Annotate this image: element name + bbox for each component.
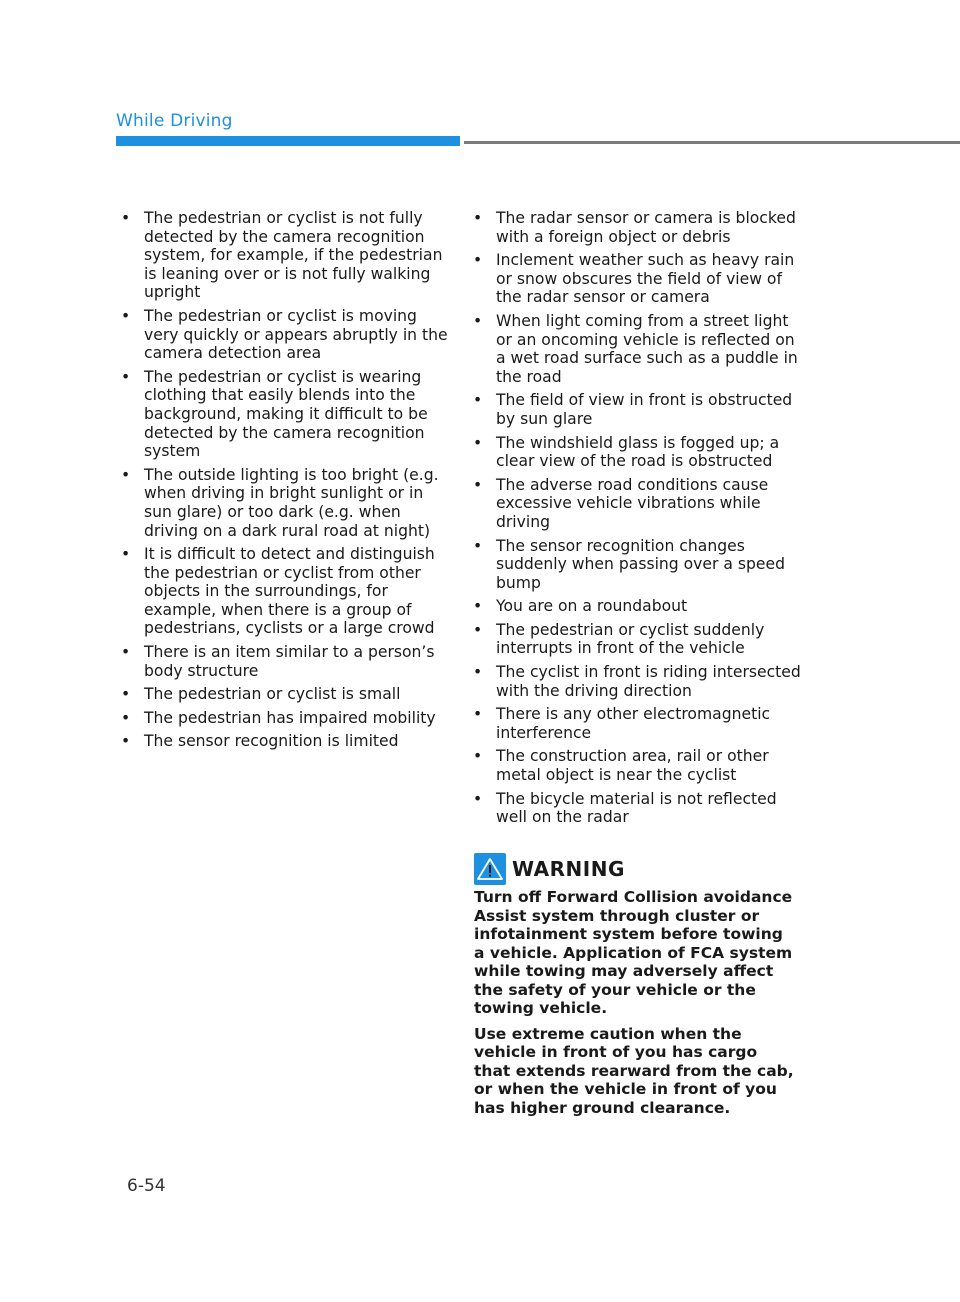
list-item xyxy=(472,434,808,471)
bullet-icon: • xyxy=(473,475,483,494)
list-item-text: The pedestrian or cyclist is not fully detected by the camera recognition system, for example, if the pedestrian is leaning over or is not fully walking upright xyxy=(144,209,443,302)
bullet-icon: • xyxy=(473,789,483,808)
list-item xyxy=(120,685,450,704)
list-item xyxy=(472,747,808,784)
list-item-text: The adverse road conditions cause excessive vehicle vibrations while driving xyxy=(496,475,769,531)
bullet-icon: • xyxy=(473,391,483,410)
bullet-icon: • xyxy=(121,708,131,727)
list-item xyxy=(120,545,450,638)
list-item-text: The bicycle material is not reflected well on the radar xyxy=(496,789,777,827)
bullet-icon: • xyxy=(473,663,483,682)
list-item xyxy=(472,476,808,532)
bullet-icon: • xyxy=(473,597,483,616)
list-item-text: The pedestrian or cyclist is wearing clothing that easily blends into the background, making it difficult to be detected by the camera recognition system xyxy=(144,367,428,461)
list-item xyxy=(120,466,450,540)
bullet-icon: • xyxy=(473,536,483,555)
warning-paragraph: Use extreme caution when the vehicle in front of you has cargo that extends rearward from the cab, or when the vehicle in front of you has higher ground clearance. xyxy=(474,1024,794,1117)
bullet-icon: • xyxy=(121,732,131,751)
section-title: While Driving xyxy=(116,111,233,131)
bullet-icon: • xyxy=(473,311,483,330)
warning-triangle-icon xyxy=(474,853,506,885)
list-item-text: The cyclist in front is riding intersected with the driving direction xyxy=(496,663,801,700)
list-item-text: The construction area, rail or other metal object is near the cyclist xyxy=(496,747,769,785)
list-item xyxy=(120,732,450,751)
list-item-text: The pedestrian or cyclist is small xyxy=(144,685,401,704)
list-item-text: The sensor recognition is limited xyxy=(144,732,399,751)
list-item xyxy=(120,368,450,461)
header-rule-gray xyxy=(464,141,960,144)
bullet-icon: • xyxy=(473,620,483,639)
list-item-text: It is difficult to detect and distinguish the pedestrian or cyclist from other objects in the surroundings, for example, when there is a group of pedestrians, cyclists or a large crowd xyxy=(144,545,435,638)
bullet-icon: • xyxy=(121,643,131,662)
list-item-text: The pedestrian or cyclist is moving very quickly or appears abruptly in the camera detection area xyxy=(144,306,448,363)
list-item xyxy=(472,597,808,616)
list-item xyxy=(120,709,450,728)
left-bullet-list xyxy=(120,209,450,756)
warning-paragraph: Turn off Forward Collision avoidance Assist system through cluster or infotainment system before towing a vehicle. Application of FCA system while towing may adversely affect the safety of your vehicle or the towing vehicle. xyxy=(474,888,793,1017)
list-item xyxy=(120,643,450,680)
bullet-icon: • xyxy=(121,306,131,325)
list-item-text: The outside lighting is too bright (e.g. when driving in bright sunlight or in sun glare) or too dark (e.g. when driving on a dark rural road at night) xyxy=(144,465,439,540)
list-item xyxy=(120,209,450,302)
list-item-text: When light coming from a street light or an oncoming vehicle is reflected on a wet road surface such as a puddle in the road xyxy=(496,311,798,386)
right-bullet-list xyxy=(472,209,808,832)
list-item xyxy=(472,705,808,742)
warning-title: WARNING xyxy=(512,857,625,881)
page-number: 6-54 xyxy=(127,1176,166,1196)
warning-header xyxy=(474,852,794,886)
bullet-icon: • xyxy=(473,747,483,766)
list-item-text: The sensor recognition changes suddenly when passing over a speed bump xyxy=(496,536,785,592)
list-item xyxy=(472,790,808,827)
list-item-text: You are on a roundabout xyxy=(496,597,688,616)
list-item-text: The field of view in front is obstructed by sun glare xyxy=(496,391,793,428)
header-rule-accent xyxy=(116,136,460,146)
bullet-icon: • xyxy=(121,367,131,386)
bullet-icon: • xyxy=(121,685,131,704)
list-item xyxy=(472,391,808,428)
list-item xyxy=(472,537,808,593)
list-item-text: Inclement weather such as heavy rain or snow obscures the field of view of the radar sensor or camera xyxy=(496,251,795,307)
list-item xyxy=(472,251,808,307)
bullet-icon: • xyxy=(473,433,483,452)
bullet-icon: • xyxy=(121,465,131,484)
bullet-icon: • xyxy=(121,209,131,227)
list-item xyxy=(472,621,808,658)
list-item xyxy=(472,209,808,246)
bullet-icon: • xyxy=(473,705,483,724)
list-item-text: The radar sensor or camera is blocked with a foreign object or debris xyxy=(496,209,796,246)
list-item-text: The windshield glass is fogged up; a clear view of the road is obstructed xyxy=(496,433,780,471)
list-item xyxy=(120,307,450,363)
bullet-icon: • xyxy=(473,209,483,227)
list-item xyxy=(472,312,808,386)
list-item-text: The pedestrian or cyclist suddenly interrupts in front of the vehicle xyxy=(496,620,765,658)
warning-box xyxy=(474,852,794,1124)
bullet-icon: • xyxy=(121,545,131,564)
list-item-text: There is any other electromagnetic interference xyxy=(496,705,771,742)
bullet-icon: • xyxy=(473,251,483,270)
list-item xyxy=(472,663,808,700)
list-item-text: The pedestrian has impaired mobility xyxy=(144,708,436,727)
list-item-text: There is an item similar to a person’s body structure xyxy=(144,643,435,680)
